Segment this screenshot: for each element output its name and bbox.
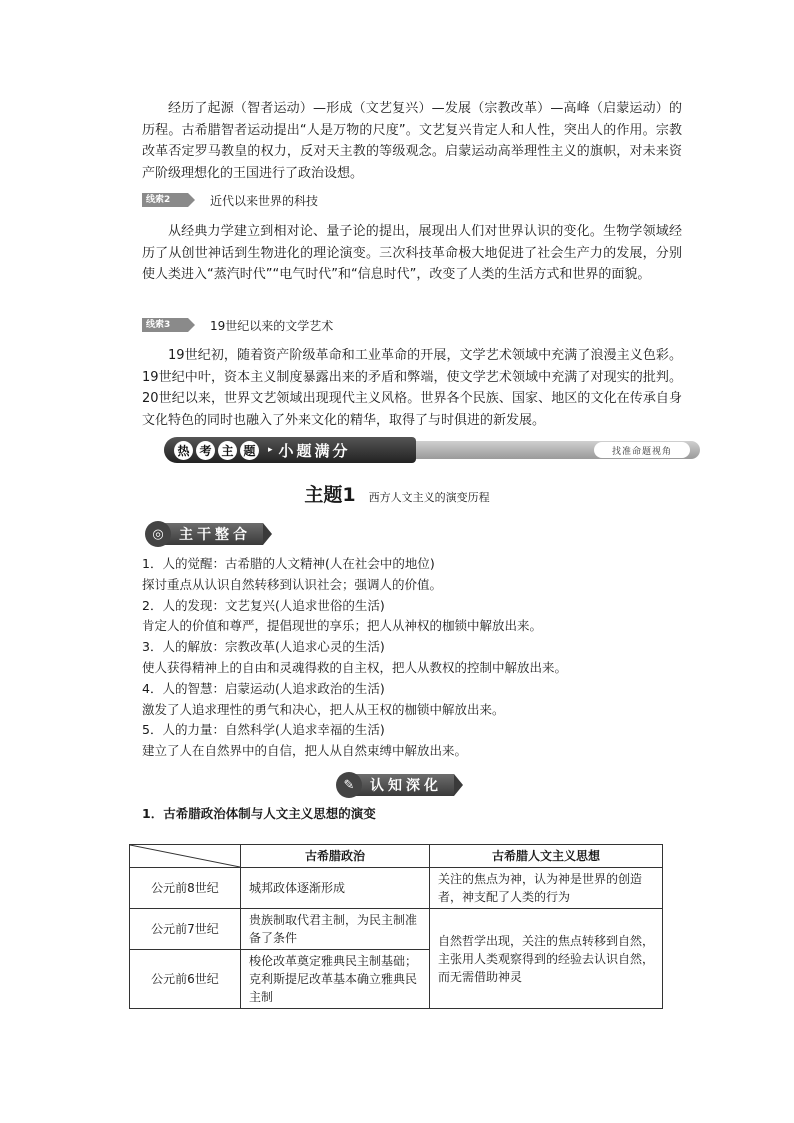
intro-paragraph: 经历了起源（智者运动）—形成（文艺复兴）—发展（宗教改革）—高峰（启蒙运动）的历程。古希腊智者运动提出“人是万物的尺度”。文艺复兴肯定人和人性，突出人的作用。宗教改革否定罗马教皇的权力，反对天主教的等级观念。启蒙运动高举理性主义的旗帜，对未来资产阶级理想化的王国进行了政治设想。 <box>142 101 682 181</box>
banner-arrow-icon: ▸ <box>268 445 273 455</box>
clue-3-paragraph: 19世纪初，随着资产阶级革命和工业革命的开展，文学艺术领域中充满了浪漫主义色彩。19世纪中叶，资本主义制度暴露出来的矛盾和弊端，使文学艺术领域中充满了对现实的批判。20世纪以来，世界文艺领域出现现代主义风格。世界各个民族、国家、地区的文化在传承自身文化特色的同时也融入了外来文化的精华，取得了与时俱进的新发展。 <box>142 348 682 428</box>
table-row <box>130 868 663 909</box>
diagonal-header-cell <box>130 845 241 868</box>
banner-char: 题 <box>240 441 259 460</box>
list-item: 探讨重点从认识自然转移到认识社会；强调人的价值。 <box>142 576 443 592</box>
section-label: 认知深化 <box>354 774 454 796</box>
period-cell: 公元前8世纪 <box>130 868 241 909</box>
list-item: 建立了人在自然界中的自信，把人从自然束缚中解放出来。 <box>142 743 468 759</box>
section-label: 主干整合 <box>163 523 263 545</box>
header-politics: 古希腊政治 <box>241 845 430 868</box>
banner-char: 热 <box>174 441 193 460</box>
table-title: 1．古希腊政治体制与人文主义思想的演变 <box>142 806 376 821</box>
section-badge-tail <box>454 774 463 796</box>
banner-title <box>164 437 416 463</box>
table-header-row <box>130 845 663 868</box>
thought-cell: 关注的焦点为神，认为神是世界的创造者，神支配了人类的行为 <box>430 868 663 909</box>
history-table <box>129 844 663 1009</box>
diagonal-line <box>130 845 240 867</box>
section-badge-deepen <box>336 772 463 798</box>
banner-right-label: 找准命题视角 <box>594 442 690 458</box>
list-item: 4．人的智慧：启蒙运动(人追求政治的生活) <box>142 680 385 696</box>
period-cell: 公元前6世纪 <box>130 950 241 1009</box>
pencil-icon: ✎ <box>336 772 362 798</box>
topic-heading <box>0 480 794 507</box>
banner-subtitle: 小题满分 <box>278 441 351 460</box>
merged-thought-cell: 自然哲学出现，关注的焦点转移到自然，主张用人类观察得到的经验去认识自然，而无需借助神灵 <box>430 909 663 1009</box>
clue-3-header <box>142 316 333 334</box>
list-item: 3．人的解放：宗教改革(人追求心灵的生活) <box>142 639 385 655</box>
period-cell: 公元前7世纪 <box>130 909 241 950</box>
politics-cell: 梭伦改革奠定雅典民主制基础；克利斯提尼改革基本确立雅典民主制 <box>241 950 430 1009</box>
clue-2-tag: 线索2 <box>142 193 188 207</box>
topic-subtitle: 西方人文主义的演变历程 <box>368 491 490 504</box>
clue-3-title: 19世纪以来的文学艺术 <box>210 318 334 333</box>
politics-cell: 城邦政体逐渐形成 <box>241 868 430 909</box>
list-item: 5．人的力量：自然科学(人追求幸福的生活) <box>142 722 385 738</box>
section-badge-tail <box>263 523 272 545</box>
list-item: 肯定人的价值和尊严，提倡现世的享乐；把人从神权的枷锁中解放出来。 <box>142 618 543 634</box>
target-icon: ◎ <box>145 521 171 547</box>
list-item: 1．人的觉醒：古希腊的人文精神(人在社会中的地位) <box>142 556 435 571</box>
clue-3-tag: 线索3 <box>142 318 188 332</box>
clue-2-title: 近代以来世界的科技 <box>210 193 319 208</box>
clue-2-paragraph: 从经典力学建立到相对论、量子论的提出，展现出人们对世界认识的变化。生物学领域经历了从创世神话到生物进化的理论演变。三次科技革命极大地促进了社会生产力的发展，分别使人类进入“蒸汽时代”“电气时代”和“信息时代”，改变了人类的生活方式和世界的面貌。 <box>142 224 682 282</box>
list-item: 激发了人追求理性的勇气和决心，把人从王权的枷锁中解放出来。 <box>142 701 505 717</box>
politics-cell: 贵族制取代君主制，为民主制准备了条件 <box>241 909 430 950</box>
banner-char: 主 <box>218 441 237 460</box>
hot-topic-banner <box>164 437 700 463</box>
list-item: 2．人的发现：文艺复兴(人追求世俗的生活) <box>142 597 385 613</box>
list-item: 使人获得精神上的自由和灵魂得救的自主权，把人从教权的控制中解放出来。 <box>142 659 568 675</box>
table-row <box>130 909 663 950</box>
banner-char: 考 <box>196 441 215 460</box>
topic-title: 主题1 <box>304 484 356 506</box>
points-list <box>142 554 702 762</box>
section-badge-main <box>145 521 272 547</box>
header-thought: 古希腊人文主义思想 <box>430 845 663 868</box>
clue-2-header <box>142 191 318 209</box>
